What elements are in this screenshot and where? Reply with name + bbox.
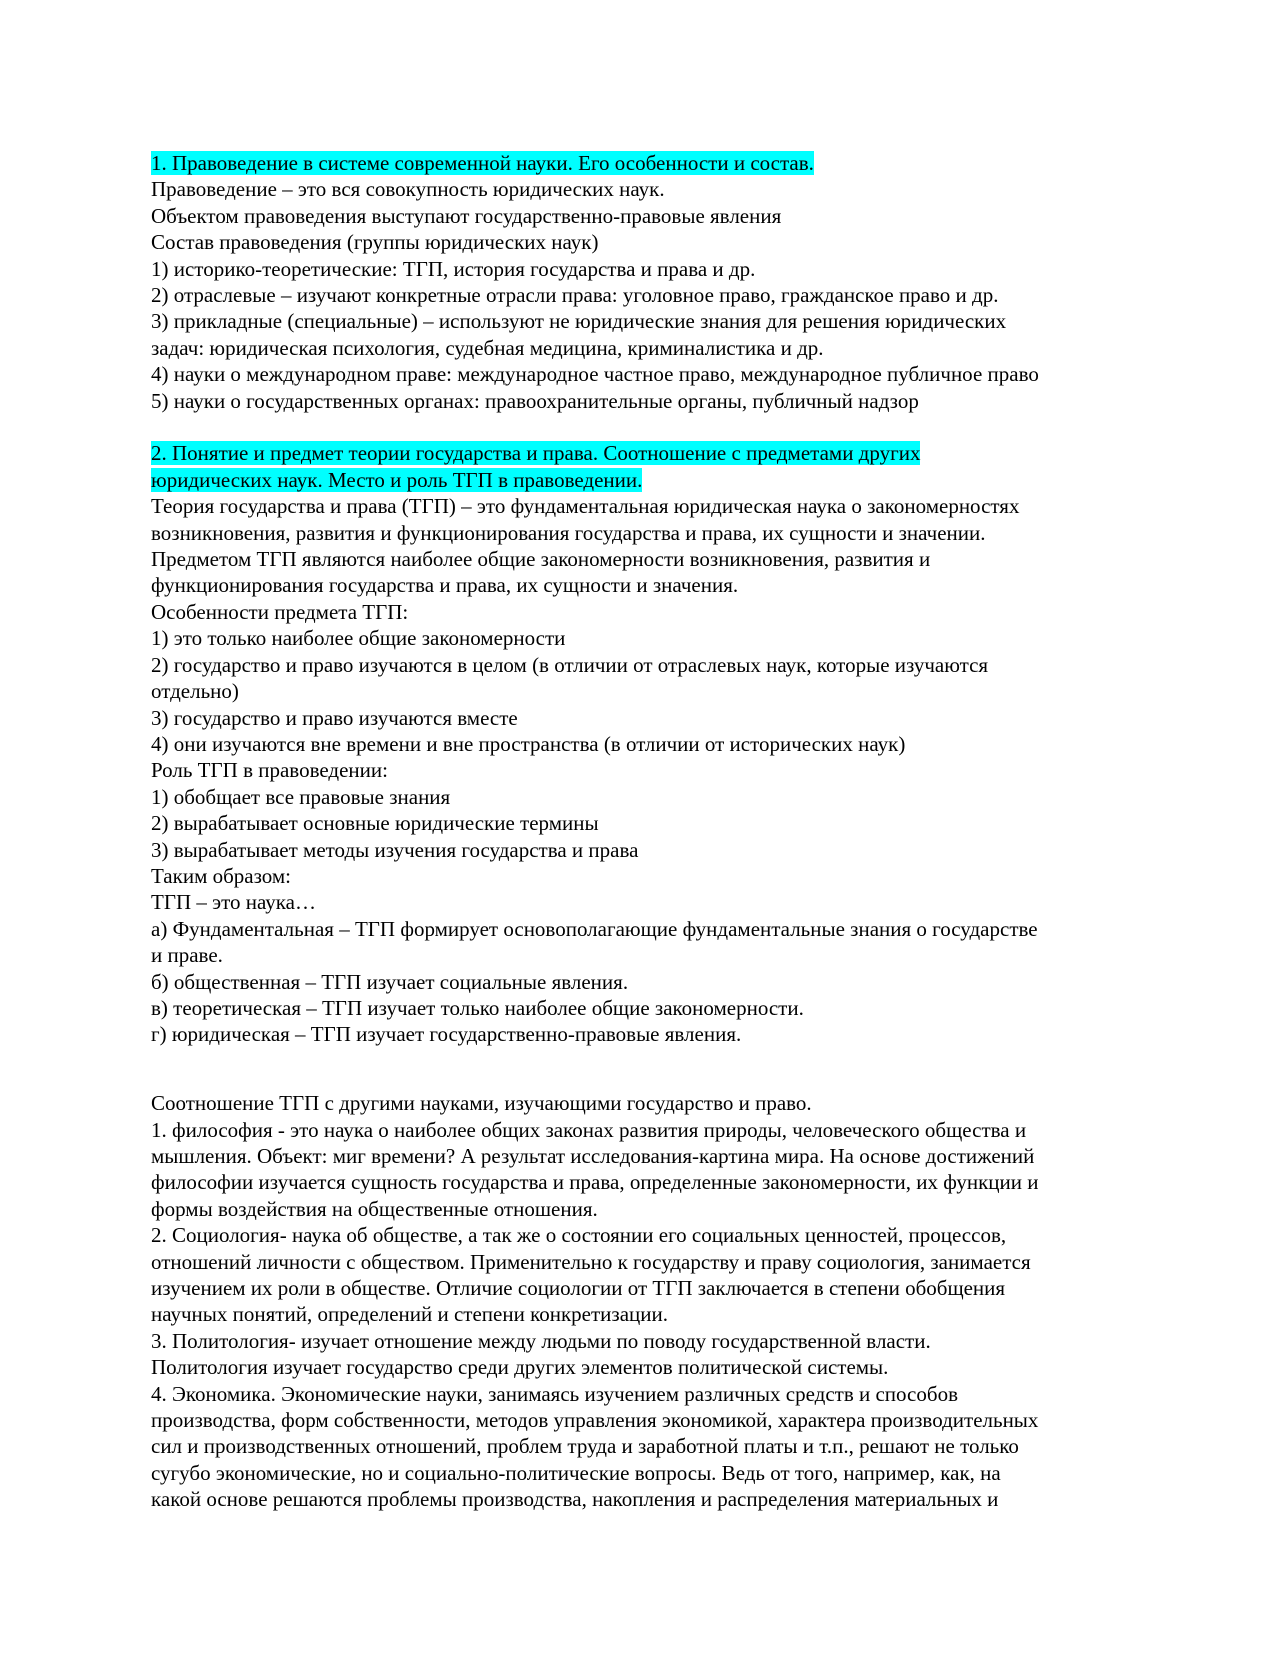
- blank-line: [151, 1048, 1135, 1074]
- paragraph-line: Особенности предмета ТГП:: [151, 599, 409, 624]
- document-page: [151, 150, 1135, 1513]
- list-item: 2. Социология- наука об обществе, а так же о состоянии его социальных ценностей, процессов,: [151, 1223, 1007, 1248]
- paragraph-line: производства, форм собственности, методов управления экономикой, характера производительных: [151, 1408, 1039, 1433]
- list-item: 1) это только наиболее общие закономерности: [151, 626, 566, 651]
- paragraph-line: Состав правоведения (группы юридических наук): [151, 230, 599, 255]
- list-item: 1. философия - это наука о наиболее общих законах развития природы, человеческого общества и: [151, 1117, 1027, 1142]
- list-item: а) Фундаментальная – ТГП формирует основополагающие фундаментальные знания о государстве: [151, 916, 1038, 941]
- list-item: г) юридическая – ТГП изучает государственно-правовые явления.: [151, 1022, 742, 1047]
- section-1-heading-line: [151, 150, 1135, 176]
- section-1-heading: 1. Правоведение в системе современной науки. Его особенности и состав.: [151, 151, 814, 175]
- list-item: 3) государство и право изучаются вместе: [151, 705, 518, 730]
- list-item: 3) прикладные (специальные) – используют не юридические знания для решения юридических: [151, 309, 1007, 334]
- paragraph-line: ТГП – это наука…: [151, 890, 316, 915]
- paragraph-line: Правоведение – это вся совокупность юридических наук.: [151, 177, 665, 202]
- list-item: 1) историко-теоретические: ТГП, история государства и права и др.: [151, 256, 756, 281]
- section-2-heading-line-1: [151, 440, 1135, 466]
- section-2-heading: 2. Понятие и предмет теории государства и права. Соотношение с предметами других: [151, 441, 921, 466]
- list-item: 3) вырабатывает методы изучения государства и права: [151, 837, 639, 862]
- paragraph-line: Таким образом:: [151, 863, 292, 888]
- blank-line: [151, 1074, 1135, 1090]
- paragraph-line: научных понятий, определений и степени конкретизации.: [151, 1302, 668, 1327]
- blank-line: [151, 414, 1135, 440]
- list-item: 4. Экономика. Экономические науки, занимаясь изучением различных средств и способов: [151, 1381, 958, 1406]
- paragraph-line: формы воздействия на общественные отношения.: [151, 1196, 598, 1221]
- list-item: 4) науки о международном праве: международное частное право, международное публичное право: [151, 362, 1039, 387]
- section-2-heading-line-2: [151, 467, 1135, 493]
- list-item: 2) государство и право изучаются в целом (в отличии от отраслевых наук, которые изучаются: [151, 652, 989, 677]
- paragraph-line: философии изучается сущность государства и права, определенные закономерности, их функции и: [151, 1170, 1039, 1195]
- paragraph-line: мышления. Объект: миг времени? А результат исследования-картина мира. На основе достижений: [151, 1144, 1035, 1168]
- paragraph-line: функционирования государства и права, их сущности и значения.: [151, 573, 739, 598]
- paragraph-line: Соотношение ТГП с другими науками, изучающими государство и право.: [151, 1091, 812, 1116]
- paragraph-line: сугубо экономические, но и социально-политические вопросы. Ведь от того, например, как, на: [151, 1460, 1001, 1485]
- list-item: 2) вырабатывает основные юридические термины: [151, 811, 599, 836]
- paragraph-line: отношений личности с обществом. Применительно к государству и праву социология, занимается: [151, 1249, 1031, 1274]
- paragraph-line: Роль ТГП в правоведении:: [151, 758, 388, 783]
- paragraph-line: Политология изучает государство среди других элементов политической системы.: [151, 1355, 889, 1380]
- list-item: 5) науки о государственных органах: правоохранительные органы, публичный надзор: [151, 388, 919, 413]
- list-item: 1) обобщает все правовые знания: [151, 784, 451, 809]
- paragraph-line: Теория государства и права (ТГП) – это фундаментальная юридическая наука о закономерностях: [151, 494, 1020, 519]
- section-2: [151, 440, 1135, 1047]
- section-3: [151, 1090, 1135, 1513]
- paragraph-line: Объектом правоведения выступают государственно-правовые явления: [151, 203, 782, 228]
- paragraph-line: какой основе решаются проблемы производства, накопления и распределения материальных и: [151, 1487, 999, 1512]
- list-item: задач: юридическая психология, судебная медицина, криминалистика и др.: [151, 335, 824, 360]
- list-item: б) общественная – ТГП изучает социальные явления.: [151, 969, 629, 994]
- paragraph-line: возникновения, развития и функционирования государства и права, их сущности и значении.: [151, 520, 986, 545]
- list-item: в) теоретическая – ТГП изучает только наиболее общие закономерности.: [151, 995, 804, 1020]
- list-item: 4) они изучаются вне времени и вне пространства (в отличии от исторических наук): [151, 731, 906, 756]
- section-2-heading-cont: юридических наук. Место и роль ТГП в правоведении.: [151, 467, 643, 492]
- paragraph-line: изучением их роли в обществе. Отличие социологии от ТГП заключается в степени обобщения: [151, 1276, 1006, 1301]
- list-item: и праве.: [151, 943, 223, 968]
- list-item: отдельно): [151, 679, 239, 704]
- paragraph-line: Предметом ТГП являются наиболее общие закономерности возникновения, развития и: [151, 547, 931, 572]
- section-1: [151, 150, 1135, 414]
- paragraph-line: сил и производственных отношений, проблем труда и заработной платы и т.п., решают не только: [151, 1434, 1019, 1459]
- list-item: 2) отраслевые – изучают конкретные отрасли права: уголовное право, гражданское право и др.: [151, 283, 999, 308]
- list-item: 3. Политология- изучает отношение между людьми по поводу государственной власти.: [151, 1328, 931, 1353]
